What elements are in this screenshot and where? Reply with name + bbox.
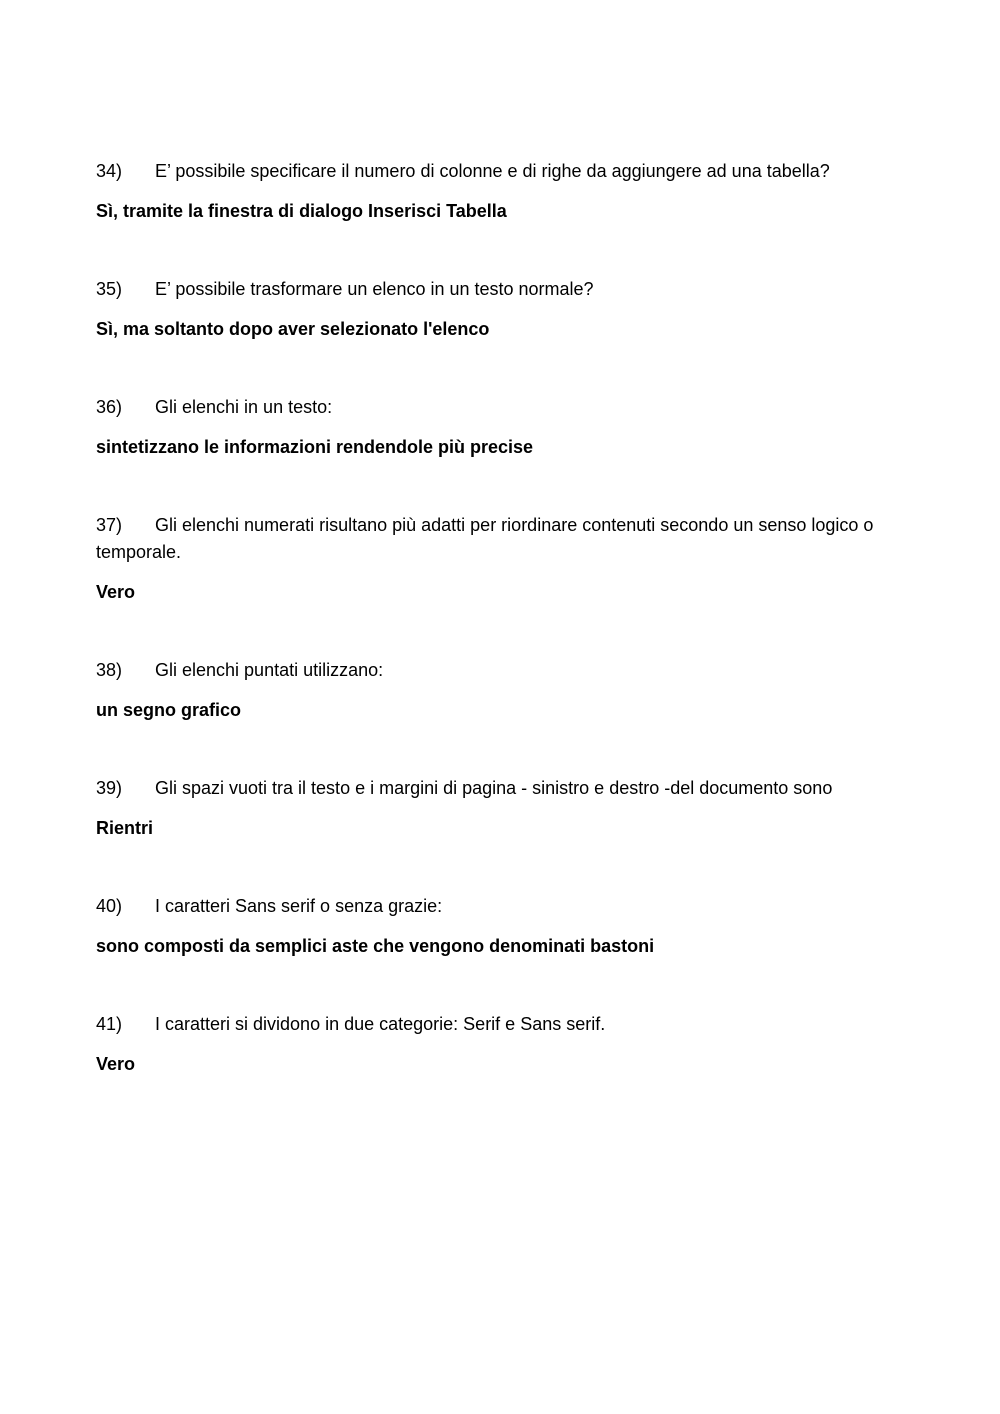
qa-item-36 bbox=[96, 394, 886, 461]
spacer bbox=[96, 842, 886, 893]
question-text bbox=[96, 158, 886, 185]
qa-item-35 bbox=[96, 276, 886, 343]
answer-text: Sì, tramite la finestra di dialogo Inserisci Tabella bbox=[96, 201, 507, 221]
spacer bbox=[96, 960, 886, 1011]
question-text bbox=[96, 657, 886, 684]
qa-item-34 bbox=[96, 158, 886, 225]
question-body: Gli elenchi numerati risultano più adatti per riordinare contenuti secondo un senso logico o temporale. bbox=[96, 515, 874, 562]
question-number: 39) bbox=[96, 778, 123, 798]
question-body: Gli spazi vuoti tra il testo e i margini di pagina - sinistro e destro -del documento sono bbox=[155, 778, 833, 798]
spacer bbox=[96, 606, 886, 657]
answer-text: sono composti da semplici aste che vengono denominati bastoni bbox=[96, 936, 655, 956]
question-number: 35) bbox=[96, 279, 123, 299]
question-body: Gli elenchi puntati utilizzano: bbox=[155, 660, 384, 680]
qa-item-40 bbox=[96, 893, 886, 960]
question-number: 38) bbox=[96, 660, 123, 680]
answer-text: Rientri bbox=[96, 818, 154, 838]
question-text bbox=[96, 394, 886, 421]
question-text bbox=[96, 512, 886, 566]
spacer bbox=[96, 343, 886, 394]
qa-item-37 bbox=[96, 512, 886, 606]
spacer bbox=[96, 225, 886, 276]
answer-text: Sì, ma soltanto dopo aver selezionato l'elenco bbox=[96, 319, 490, 339]
qa-item-38 bbox=[96, 657, 886, 724]
question-text bbox=[96, 1011, 886, 1038]
question-number: 34) bbox=[96, 161, 123, 181]
answer-text: un segno grafico bbox=[96, 700, 242, 720]
question-text bbox=[96, 893, 886, 920]
qa-item-41 bbox=[96, 1011, 886, 1078]
question-text bbox=[96, 775, 886, 802]
question-number: 36) bbox=[96, 397, 123, 417]
question-body: E’ possibile trasformare un elenco in un testo normale? bbox=[155, 279, 594, 299]
question-number: 37) bbox=[96, 515, 123, 535]
answer-text: sintetizzano le informazioni rendendole più precise bbox=[96, 437, 534, 457]
question-body: Gli elenchi in un testo: bbox=[155, 397, 333, 417]
question-number: 41) bbox=[96, 1014, 123, 1034]
document-page bbox=[96, 158, 886, 1078]
answer-text: Vero bbox=[96, 1054, 136, 1074]
question-text bbox=[96, 276, 886, 303]
spacer bbox=[96, 461, 886, 512]
qa-item-39 bbox=[96, 775, 886, 842]
spacer bbox=[96, 724, 886, 775]
question-body: I caratteri Sans serif o senza grazie: bbox=[155, 896, 443, 916]
answer-text: Vero bbox=[96, 582, 136, 602]
question-body: E’ possibile specificare il numero di colonne e di righe da aggiungere ad una tabella? bbox=[155, 161, 830, 181]
question-number: 40) bbox=[96, 896, 123, 916]
question-body: I caratteri si dividono in due categorie: Serif e Sans serif. bbox=[155, 1014, 606, 1034]
